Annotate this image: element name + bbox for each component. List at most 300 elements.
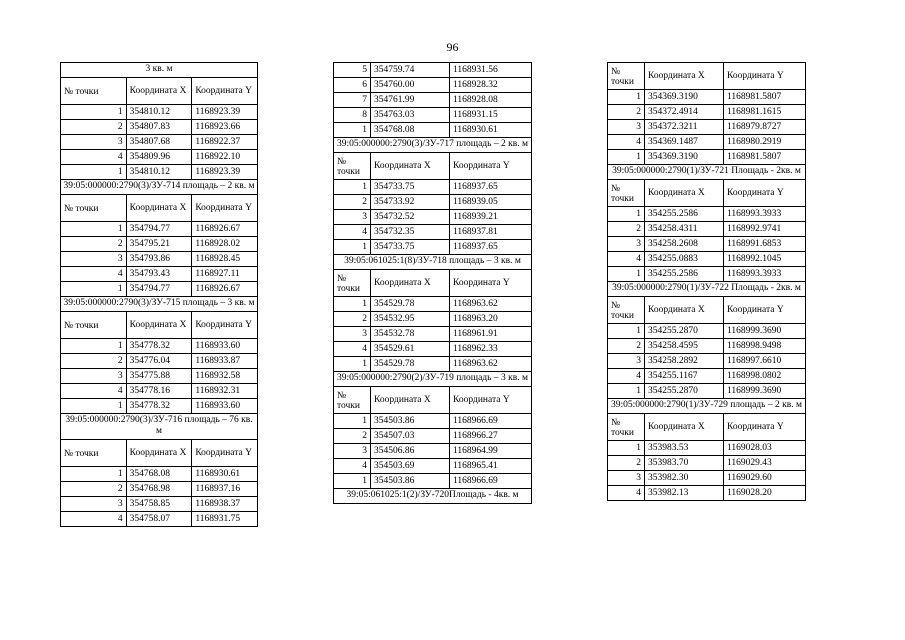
table-row — [334, 444, 532, 459]
coordinate-y: 1168992.9741 — [724, 222, 806, 237]
coordinate-x: 353983.53 — [645, 441, 724, 456]
table-row — [61, 150, 258, 165]
point-number: 3 — [61, 497, 127, 512]
coordinate-x: 354768.98 — [126, 482, 192, 497]
point-number: 1 — [334, 474, 371, 489]
coordinate-y: 1168966.27 — [450, 429, 532, 444]
header-coordinate-x: Координата X — [645, 180, 724, 207]
point-number: 1 — [608, 384, 645, 399]
header-coordinate-y: Координата Y — [724, 414, 806, 441]
table-row — [334, 342, 532, 357]
coordinate-y: 1168939.05 — [450, 195, 532, 210]
coordinate-x: 354810.12 — [126, 165, 192, 180]
table-row — [334, 459, 532, 474]
header-coordinate-x: Координата X — [645, 63, 724, 90]
point-number: 3 — [334, 327, 371, 342]
point-number: 3 — [61, 369, 127, 384]
header-coordinate-y: Координата Y — [450, 387, 532, 414]
section-title: 39:05:061025:1(2)/ЗУ-720Площадь - 4кв. м — [334, 489, 532, 504]
coordinate-x: 354369.1487 — [645, 135, 724, 150]
coordinates-table — [607, 62, 806, 501]
table-row — [61, 237, 258, 252]
point-number: 3 — [608, 237, 645, 252]
section-title-row — [334, 138, 532, 153]
coordinate-y: 1168922.10 — [192, 150, 258, 165]
coordinate-x: 354258.2608 — [645, 237, 724, 252]
table-row — [334, 429, 532, 444]
coordinate-x: 353983.70 — [645, 456, 724, 471]
coordinates-table — [333, 62, 532, 504]
coordinate-y: 1168930.61 — [450, 123, 532, 138]
table-row — [61, 497, 258, 512]
coordinate-x: 354778.16 — [126, 384, 192, 399]
table-row — [334, 123, 532, 138]
coordinate-x: 354794.77 — [126, 222, 192, 237]
coordinate-x: 354733.75 — [371, 240, 450, 255]
table-header-row — [61, 78, 258, 105]
section-title: 39:05:000000:2790(1)/ЗУ-722 Площадь - 2кв. м — [608, 282, 806, 297]
header-coordinate-x: Координата X — [126, 440, 192, 467]
point-number: 1 — [608, 324, 645, 339]
coordinate-y: 1168993.3933 — [724, 267, 806, 282]
point-number: 3 — [608, 354, 645, 369]
point-number: 1 — [61, 467, 127, 482]
section-title: 39:05:000000:2790(2)/ЗУ-719 площадь – 3 кв. м — [334, 372, 532, 387]
coordinate-x: 354732.35 — [371, 225, 450, 240]
point-number: 2 — [61, 120, 127, 135]
coordinate-y: 1168963.62 — [450, 297, 532, 312]
coordinate-x: 354758.85 — [126, 497, 192, 512]
table-row — [334, 63, 532, 78]
coordinate-y: 1168928.08 — [450, 93, 532, 108]
coordinates-column-3 — [607, 62, 805, 501]
table-row — [334, 240, 532, 255]
coordinate-y: 1168964.99 — [450, 444, 532, 459]
table-row — [608, 354, 806, 369]
table-row — [61, 512, 258, 527]
coordinate-y: 1168965.41 — [450, 459, 532, 474]
point-number: 4 — [608, 252, 645, 267]
point-number: 1 — [608, 441, 645, 456]
section-title: 39:05:000000:2790(3)/ЗУ-717 площадь – 2 кв. м — [334, 138, 532, 153]
section-title-row — [61, 414, 258, 440]
header-point-number: № точки — [608, 63, 645, 90]
coordinate-y: 1169029.43 — [724, 456, 806, 471]
coordinate-x: 354809.96 — [126, 150, 192, 165]
header-coordinate-x: Координата X — [371, 387, 450, 414]
table-row — [334, 180, 532, 195]
table-row — [608, 222, 806, 237]
section-title-row — [334, 489, 532, 504]
coordinate-x: 354258.4311 — [645, 222, 724, 237]
table-row — [61, 105, 258, 120]
coordinate-y: 1168962.33 — [450, 342, 532, 357]
coordinate-x: 354768.08 — [126, 467, 192, 482]
table-row — [334, 108, 532, 123]
coordinate-x: 353982.30 — [645, 471, 724, 486]
header-point-number: № точки — [61, 312, 127, 339]
point-number: 1 — [334, 297, 371, 312]
table-header-row — [334, 270, 532, 297]
coordinate-x: 354369.3190 — [645, 90, 724, 105]
point-number: 2 — [608, 456, 645, 471]
table-row — [608, 384, 806, 399]
header-coordinate-y: Координата Y — [724, 297, 806, 324]
table-row — [608, 207, 806, 222]
section-title-row — [334, 255, 532, 270]
coordinate-x: 354255.2870 — [645, 324, 724, 339]
table-row — [608, 267, 806, 282]
coordinate-x: 354760.00 — [371, 78, 450, 93]
table-header-row — [334, 387, 532, 414]
coordinate-x: 354258.2892 — [645, 354, 724, 369]
coordinate-y: 1168966.69 — [450, 414, 532, 429]
coordinate-y: 1169028.20 — [724, 486, 806, 501]
coordinate-y: 1168926.67 — [192, 222, 258, 237]
coordinate-x: 354255.0883 — [645, 252, 724, 267]
coordinate-x: 354793.86 — [126, 252, 192, 267]
header-point-number: № точки — [61, 78, 127, 105]
coordinate-x: 354507.03 — [371, 429, 450, 444]
coordinate-y: 1168931.15 — [450, 108, 532, 123]
coordinate-y: 1168938.37 — [192, 497, 258, 512]
header-coordinate-x: Координата X — [126, 312, 192, 339]
coordinate-x: 354503.86 — [371, 474, 450, 489]
table-row — [61, 120, 258, 135]
coordinate-y: 1168923.39 — [192, 105, 258, 120]
table-row — [61, 252, 258, 267]
header-point-number: № точки — [334, 153, 371, 180]
table-row — [334, 225, 532, 240]
header-coordinate-y: Координата Y — [724, 180, 806, 207]
point-number: 1 — [334, 240, 371, 255]
coordinate-y: 1168981.5807 — [724, 150, 806, 165]
table-row — [61, 467, 258, 482]
table-header-row — [61, 195, 258, 222]
coordinate-y: 1168980.2919 — [724, 135, 806, 150]
table-row — [608, 324, 806, 339]
section-title: 39:05:000000:2790(3)/ЗУ-715 площадь – 3 кв. м — [61, 297, 258, 312]
point-number: 4 — [61, 512, 127, 527]
table-row — [61, 384, 258, 399]
table-row — [334, 357, 532, 372]
coordinate-x: 354372.3211 — [645, 120, 724, 135]
header-coordinate-x: Координата X — [126, 195, 192, 222]
table-row — [334, 195, 532, 210]
coordinate-x: 354807.68 — [126, 135, 192, 150]
coordinate-y: 1168931.75 — [192, 512, 258, 527]
coordinate-y: 1168927.11 — [192, 267, 258, 282]
point-number: 4 — [61, 150, 127, 165]
table-row — [334, 210, 532, 225]
coordinate-x: 354372.4914 — [645, 105, 724, 120]
coordinate-x: 354529.78 — [371, 297, 450, 312]
point-number: 3 — [334, 210, 371, 225]
coordinate-y: 1168937.16 — [192, 482, 258, 497]
point-number: 3 — [61, 252, 127, 267]
coordinate-x: 354732.52 — [371, 210, 450, 225]
point-number: 2 — [334, 312, 371, 327]
header-coordinate-y: Координата Y — [192, 312, 258, 339]
header-point-number: № точки — [334, 270, 371, 297]
coordinate-y: 1168963.62 — [450, 357, 532, 372]
page-number: 96 — [446, 40, 459, 54]
coordinate-y: 1168999.3690 — [724, 384, 806, 399]
point-number: 3 — [61, 135, 127, 150]
header-point-number: № точки — [61, 440, 127, 467]
coordinate-x: 354794.77 — [126, 282, 192, 297]
coordinate-x: 354258.4595 — [645, 339, 724, 354]
point-number: 1 — [334, 357, 371, 372]
coordinate-y: 1168937.81 — [450, 225, 532, 240]
table-row — [334, 78, 532, 93]
coordinate-x: 354807.83 — [126, 120, 192, 135]
coordinate-x: 354529.61 — [371, 342, 450, 357]
table-header-row — [608, 297, 806, 324]
point-number: 2 — [334, 429, 371, 444]
point-number: 1 — [61, 282, 127, 297]
coordinate-y: 1168961.91 — [450, 327, 532, 342]
header-coordinate-x: Координата X — [126, 78, 192, 105]
coordinate-y: 1168997.6610 — [724, 354, 806, 369]
coordinates-table — [60, 62, 258, 527]
point-number: 4 — [61, 267, 127, 282]
point-number: 3 — [608, 471, 645, 486]
coordinate-x: 354758.07 — [126, 512, 192, 527]
table-header-row — [334, 153, 532, 180]
point-number: 5 — [334, 63, 371, 78]
header-coordinate-y: Координата Y — [192, 78, 258, 105]
table-row — [608, 90, 806, 105]
section-title-row — [608, 282, 806, 297]
table-row — [608, 252, 806, 267]
coordinate-y: 1168923.39 — [192, 165, 258, 180]
point-number: 1 — [608, 267, 645, 282]
coordinate-x: 354255.2586 — [645, 267, 724, 282]
coordinate-y: 1168937.65 — [450, 240, 532, 255]
point-number: 1 — [608, 207, 645, 222]
table-header-row — [61, 440, 258, 467]
point-number: 1 — [61, 165, 127, 180]
coordinate-y: 1168993.3933 — [724, 207, 806, 222]
section-title: 39:05:000000:2790(3)/ЗУ-714 площадь – 2 кв. м — [61, 180, 258, 195]
coordinate-x: 354763.03 — [371, 108, 450, 123]
coordinate-y: 1168933.60 — [192, 339, 258, 354]
coordinate-x: 354503.69 — [371, 459, 450, 474]
coordinate-y: 1168928.02 — [192, 237, 258, 252]
point-number: 4 — [608, 369, 645, 384]
header-coordinate-x: Координата X — [645, 297, 724, 324]
table-row — [61, 339, 258, 354]
coordinate-x: 354776.04 — [126, 354, 192, 369]
coordinate-x: 354810.12 — [126, 105, 192, 120]
table-row — [608, 135, 806, 150]
section-title: 39:05:000000:2790(1)/ЗУ-721 Площадь - 2кв. м — [608, 165, 806, 180]
table-row — [61, 135, 258, 150]
header-coordinate-x: Координата X — [371, 270, 450, 297]
coordinate-x: 354255.1167 — [645, 369, 724, 384]
point-number: 1 — [61, 222, 127, 237]
table-row — [334, 414, 532, 429]
section-title-row — [61, 63, 258, 78]
coordinate-x: 354255.2586 — [645, 207, 724, 222]
header-coordinate-y: Координата Y — [192, 195, 258, 222]
table-row — [608, 471, 806, 486]
coordinate-y: 1168923.66 — [192, 120, 258, 135]
point-number: 4 — [334, 342, 371, 357]
section-title-row — [61, 180, 258, 195]
coordinate-x: 354761.99 — [371, 93, 450, 108]
coordinate-y: 1168981.1615 — [724, 105, 806, 120]
point-number: 2 — [61, 237, 127, 252]
table-row — [608, 105, 806, 120]
coordinate-y: 1168998.9498 — [724, 339, 806, 354]
section-title-row — [608, 165, 806, 180]
coordinate-y: 1168992.1045 — [724, 252, 806, 267]
point-number: 3 — [608, 120, 645, 135]
coordinate-y: 1168998.0802 — [724, 369, 806, 384]
coordinate-y: 1168930.61 — [192, 467, 258, 482]
table-row — [334, 474, 532, 489]
header-coordinate-y: Координата Y — [450, 270, 532, 297]
table-row — [334, 327, 532, 342]
table-row — [334, 312, 532, 327]
table-row — [608, 441, 806, 456]
point-number: 6 — [334, 78, 371, 93]
point-number: 4 — [608, 135, 645, 150]
table-header-row — [608, 180, 806, 207]
coordinate-x: 354532.95 — [371, 312, 450, 327]
table-row — [61, 369, 258, 384]
table-row — [61, 222, 258, 237]
table-row — [61, 165, 258, 180]
table-row — [608, 486, 806, 501]
coordinate-x: 354733.75 — [371, 180, 450, 195]
coordinate-x: 354733.92 — [371, 195, 450, 210]
coordinate-x: 354768.08 — [371, 123, 450, 138]
coordinate-y: 1168999.3690 — [724, 324, 806, 339]
header-coordinate-y: Координата Y — [192, 440, 258, 467]
header-point-number: № точки — [608, 180, 645, 207]
coordinate-x: 354369.3190 — [645, 150, 724, 165]
table-header-row — [608, 414, 806, 441]
section-title: 39:05:000000:2790(1)/ЗУ-729 площадь – 2 кв. м — [608, 399, 806, 414]
coordinate-x: 354778.32 — [126, 339, 192, 354]
table-row — [608, 237, 806, 252]
point-number: 3 — [334, 444, 371, 459]
table-row — [61, 267, 258, 282]
coordinate-x: 354775.88 — [126, 369, 192, 384]
section-title-row — [608, 399, 806, 414]
table-row — [334, 93, 532, 108]
coordinate-x: 354793.43 — [126, 267, 192, 282]
coordinate-y: 1168979.8727 — [724, 120, 806, 135]
coordinate-y: 1168928.32 — [450, 78, 532, 93]
section-title: 3 кв. м — [61, 63, 258, 78]
coordinate-y: 1168937.65 — [450, 180, 532, 195]
table-row — [608, 369, 806, 384]
coordinate-y: 1168981.5807 — [724, 90, 806, 105]
point-number: 1 — [61, 105, 127, 120]
coordinate-y: 1168966.69 — [450, 474, 532, 489]
table-row — [608, 339, 806, 354]
point-number: 2 — [61, 482, 127, 497]
point-number: 1 — [334, 414, 371, 429]
coordinate-y: 1168932.58 — [192, 369, 258, 384]
point-number: 4 — [334, 459, 371, 474]
coordinate-y: 1168922.37 — [192, 135, 258, 150]
coordinate-x: 354778.32 — [126, 399, 192, 414]
header-point-number: № точки — [61, 195, 127, 222]
table-row — [608, 456, 806, 471]
header-coordinate-x: Координата X — [371, 153, 450, 180]
header-point-number: № точки — [608, 297, 645, 324]
point-number: 2 — [61, 354, 127, 369]
coordinate-x: 353982.13 — [645, 486, 724, 501]
table-row — [61, 399, 258, 414]
coordinate-y: 1168931.56 — [450, 63, 532, 78]
coordinates-column-2 — [333, 62, 531, 504]
coordinate-x: 354529.78 — [371, 357, 450, 372]
point-number: 2 — [608, 339, 645, 354]
section-title: 39:05:000000:2790(3)/ЗУ-716 площадь – 76 кв. м — [61, 414, 258, 440]
table-row — [608, 120, 806, 135]
header-coordinate-y: Координата Y — [450, 153, 532, 180]
coordinate-y: 1168932.31 — [192, 384, 258, 399]
point-number: 4 — [608, 486, 645, 501]
coordinates-column-1 — [60, 62, 258, 527]
point-number: 1 — [608, 150, 645, 165]
section-title: 39:05:061025:1(8)/ЗУ-718 площадь – 3 кв. м — [334, 255, 532, 270]
table-header-row — [61, 312, 258, 339]
point-number: 4 — [61, 384, 127, 399]
table-row — [61, 354, 258, 369]
coordinate-y: 1169028.03 — [724, 441, 806, 456]
coordinate-y: 1168963.20 — [450, 312, 532, 327]
point-number: 1 — [61, 339, 127, 354]
coordinate-x: 354255.2870 — [645, 384, 724, 399]
coordinate-x: 354503.86 — [371, 414, 450, 429]
section-title-row — [334, 372, 532, 387]
coordinate-y: 1168933.87 — [192, 354, 258, 369]
point-number: 1 — [61, 399, 127, 414]
coordinate-x: 354795.21 — [126, 237, 192, 252]
point-number: 2 — [334, 195, 371, 210]
table-row — [608, 150, 806, 165]
point-number: 2 — [608, 222, 645, 237]
point-number: 4 — [334, 225, 371, 240]
point-number: 1 — [608, 90, 645, 105]
point-number: 1 — [334, 180, 371, 195]
section-title-row — [61, 297, 258, 312]
table-row — [334, 297, 532, 312]
table-row — [61, 282, 258, 297]
point-number: 1 — [334, 123, 371, 138]
coordinate-y: 1168939.21 — [450, 210, 532, 225]
coordinate-y: 1168991.6853 — [724, 237, 806, 252]
coordinate-y: 1168926.67 — [192, 282, 258, 297]
header-coordinate-y: Координата Y — [724, 63, 806, 90]
point-number: 2 — [608, 105, 645, 120]
coordinate-y: 1169029.60 — [724, 471, 806, 486]
coordinate-y: 1168933.60 — [192, 399, 258, 414]
header-point-number: № точки — [334, 387, 371, 414]
header-coordinate-x: Координата X — [645, 414, 724, 441]
header-point-number: № точки — [608, 414, 645, 441]
point-number: 7 — [334, 93, 371, 108]
coordinate-x: 354532.78 — [371, 327, 450, 342]
table-row — [61, 482, 258, 497]
